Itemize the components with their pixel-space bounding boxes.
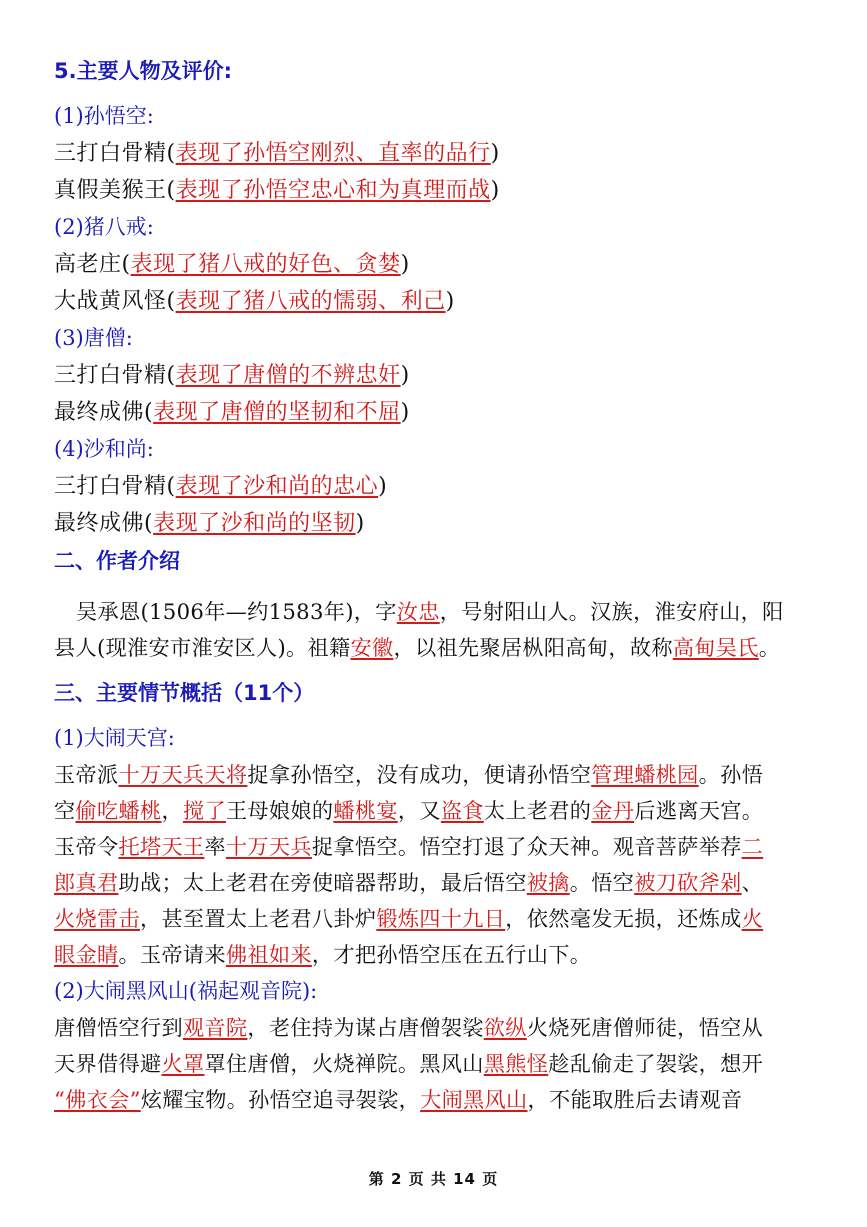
keyword-highlight: 被刀砍斧剁	[634, 870, 742, 895]
evaluation-text: 表现了唐僧的不辨忠奸	[175, 363, 401, 388]
text-run: 天界借得避	[54, 1051, 162, 1076]
evaluation-text: 表现了唐僧的坚韧和不屈	[153, 400, 401, 425]
document-page	[54, 52, 818, 1118]
character-eval-line: 三打白骨精(表现了唐僧的不辨忠奸)	[54, 363, 410, 388]
character-eval-line: 真假美猴王(表现了孙悟空忠心和为真理而战)	[54, 178, 500, 203]
paragraph-line	[54, 829, 818, 865]
text-run: 玉帝令	[54, 834, 119, 859]
text-run: 助战；太上老君在旁使暗器帮助，最后悟空	[118, 870, 527, 895]
text-run: 炫耀宝物。孙悟空追寻袈裟，	[140, 1087, 421, 1112]
text-run: 王母娘娘的	[225, 798, 334, 823]
text-run: ，以祖先聚居枞阳高甸，故称	[393, 635, 673, 660]
text-run: ，号射阳山人。汉族，淮安府山，阳	[439, 599, 784, 624]
keyword-highlight: 大闹黑风山	[420, 1087, 528, 1112]
paragraph-line	[54, 1046, 818, 1082]
keyword-highlight: 十万天兵	[225, 834, 312, 859]
event-name: 最终成佛	[54, 511, 145, 536]
keyword-highlight: 偷吃蟠桃	[75, 798, 162, 823]
keyword-highlight: 郎真君	[54, 870, 119, 895]
paragraph-line	[54, 1082, 818, 1118]
paragraph-line	[54, 594, 818, 630]
event-name: 三打白骨精	[54, 474, 167, 499]
keyword-highlight: 佛祖如来	[225, 942, 312, 967]
keyword-highlight: 锻炼四十九日	[376, 906, 506, 931]
plot-paragraph-havoc-in-heaven	[54, 757, 818, 973]
keyword-highlight: 金丹	[591, 798, 635, 823]
paragraph-line	[54, 1010, 818, 1046]
text-run: 吴承恩(1506年—约1583年)，字	[76, 599, 397, 624]
text-run: 后逃离天宫。	[634, 798, 764, 823]
text-run: 空	[54, 798, 76, 823]
event-name: 高老庄	[54, 252, 122, 277]
event-name: 最终成佛	[54, 400, 145, 425]
text-run: 罩住唐僧，火烧禅院。黑风山	[204, 1051, 484, 1076]
text-run: 玉帝派	[54, 762, 119, 787]
section-title-plots: 三、主要情节概括（11个）	[54, 681, 315, 705]
text-run: 太上老君的	[483, 798, 592, 823]
character-heading-sunwukong: (1)孙悟空:	[54, 104, 154, 128]
section-title-author: 二、作者介绍	[54, 549, 180, 573]
keyword-highlight: 管理蟠桃园	[591, 762, 699, 787]
event-name: 真假美猴王	[54, 178, 167, 203]
text-run: ，	[161, 798, 183, 823]
keyword-highlight: 火烧雷击	[54, 906, 140, 931]
text-run: 。玉帝请来	[118, 942, 226, 967]
keyword-highlight: 盗食	[440, 798, 484, 823]
paragraph-line	[54, 793, 818, 829]
character-heading-zhubajie: (2)猪八戒:	[54, 215, 154, 239]
plot-heading-black-wind-mountain: (2)大闹黑风山(祸起观音院):	[54, 979, 318, 1003]
character-eval-line: 最终成佛(表现了沙和尚的坚韧)	[54, 511, 365, 536]
evaluation-text: 表现了孙悟空忠心和为真理而战	[175, 178, 491, 203]
text-run: 县人(现淮安市淮安区人)。祖籍	[54, 635, 351, 660]
keyword-highlight: 被擒	[526, 870, 570, 895]
text-run: 唐僧悟空行到	[54, 1015, 183, 1040]
evaluation-text: 表现了猪八戒的好色、贪婪	[130, 252, 401, 277]
character-eval-line: 大战黄风怪(表现了猪八戒的懦弱、利己)	[54, 289, 455, 314]
character-eval-line: 高老庄(表现了猪八戒的好色、贪婪)	[54, 252, 410, 277]
section-title-main-characters: 5.主要人物及评价:	[54, 59, 232, 83]
character-heading-tangseng: (3)唐僧:	[54, 326, 133, 350]
character-heading-shaheshang: (4)沙和尚:	[54, 437, 154, 461]
paragraph-line	[54, 630, 818, 666]
page-number-footer: 第 2 页 共 14 页	[368, 1170, 499, 1188]
keyword-highlight: 安徽	[350, 635, 394, 660]
text-run: ，老住持为谋占唐僧袈裟	[247, 1015, 484, 1040]
plot-heading-havoc-in-heaven: (1)大闹天宫:	[54, 726, 175, 750]
text-run: 率	[204, 834, 226, 859]
keyword-highlight: 火罩	[161, 1051, 205, 1076]
evaluation-text: 表现了沙和尚的坚韧	[153, 511, 356, 536]
text-run: 火烧死唐僧师徒，悟空从	[526, 1015, 764, 1040]
evaluation-text: 表现了沙和尚的忠心	[175, 474, 379, 499]
text-run: 。	[758, 635, 781, 660]
text-run: 、	[741, 870, 764, 895]
keyword-highlight: 火	[741, 906, 764, 931]
text-run: 。孙悟	[698, 762, 764, 787]
author-paragraph	[54, 594, 818, 666]
character-eval-line: 最终成佛(表现了唐僧的坚韧和不屈)	[54, 400, 410, 425]
evaluation-text: 表现了孙悟空刚烈、直率的品行	[175, 141, 491, 166]
event-name: 三打白骨精	[54, 141, 167, 166]
keyword-highlight: 托塔天王	[118, 834, 205, 859]
keyword-highlight: 汝忠	[396, 599, 440, 624]
paragraph-line	[54, 937, 818, 973]
event-name: 三打白骨精	[54, 363, 167, 388]
character-eval-line: 三打白骨精(表现了孙悟空刚烈、直率的品行)	[54, 141, 500, 166]
keyword-highlight: 观音院	[182, 1015, 248, 1040]
plot-paragraph-black-wind-mountain	[54, 1010, 818, 1118]
text-run: ，依然毫发无损，还炼成	[505, 906, 742, 931]
text-run: ，才把孙悟空压在五行山下。	[311, 942, 592, 967]
text-run: 捉拿孙悟空，没有成功，便请孙悟空	[247, 762, 592, 787]
keyword-highlight: 二	[741, 834, 764, 859]
paragraph-line	[54, 757, 818, 793]
keyword-highlight: 搅了	[182, 798, 226, 823]
paragraph-line	[54, 865, 818, 901]
text-run: ，又	[397, 798, 441, 823]
text-run: ，不能取胜后去请观音	[527, 1087, 743, 1112]
keyword-highlight: 黑熊怪	[483, 1051, 549, 1076]
keyword-highlight: 欲纵	[483, 1015, 527, 1040]
text-run: 。悟空	[569, 870, 635, 895]
character-eval-line: 三打白骨精(表现了沙和尚的忠心)	[54, 474, 388, 499]
keyword-highlight: “佛衣会”	[54, 1087, 141, 1112]
keyword-highlight: 眼金睛	[54, 942, 119, 967]
keyword-highlight: 蟠桃宴	[333, 798, 398, 823]
text-run: 捉拿悟空。悟空打退了众天神。观音菩萨举荐	[311, 834, 742, 859]
text-run: 趁乱偷走了袈裟，想开	[548, 1051, 764, 1076]
keyword-highlight: 十万天兵天将	[118, 762, 248, 787]
evaluation-text: 表现了猪八戒的懦弱、利己	[175, 289, 446, 314]
paragraph-line	[54, 901, 818, 937]
text-run: ，甚至置太上老君八卦炉	[139, 906, 377, 931]
keyword-highlight: 高甸吴氏	[672, 635, 759, 660]
event-name: 大战黄风怪	[54, 289, 167, 314]
